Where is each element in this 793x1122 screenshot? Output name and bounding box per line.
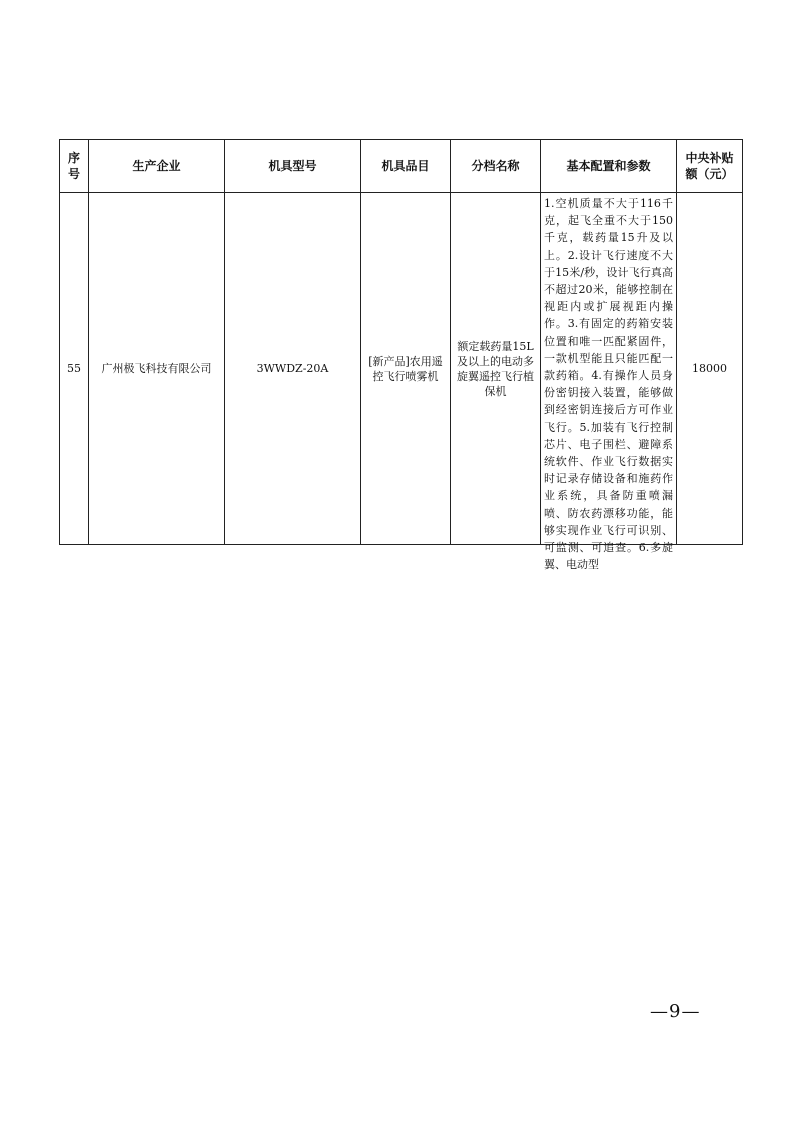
header-model: 机具型号 bbox=[225, 140, 361, 193]
page-number: —9— bbox=[650, 1001, 701, 1022]
header-config: 基本配置和参数 bbox=[541, 140, 677, 193]
cell-category: [新产品]农用遥控飞行喷雾机 bbox=[361, 193, 451, 545]
header-category: 机具品目 bbox=[361, 140, 451, 193]
table-row bbox=[60, 193, 743, 545]
cell-seq: 55 bbox=[60, 193, 89, 545]
cell-company: 广州极飞科技有限公司 bbox=[89, 193, 225, 545]
header-subsidy: 中央补贴额（元） bbox=[677, 140, 743, 193]
cell-tier: 额定载药量15L及以上的电动多旋翼遥控飞行植保机 bbox=[451, 193, 541, 545]
table-header-row bbox=[60, 140, 743, 193]
subsidy-table bbox=[59, 139, 743, 572]
cell-model: 3WWDZ-20A bbox=[225, 193, 361, 545]
header-tier: 分档名称 bbox=[451, 140, 541, 193]
config-text: 1.空机质量不大于116千克，起飞全重不大于150千克，载药量15升及以上。2.设计飞行速度不大于15米/秒，设计飞行真高不超过20米，能够控制在视距内或扩展视距内操作。3.有固定的药箱安装位置和唯一匹配紧固件，一款机型能且只能匹配一款药箱。4.有操作人员身份密钥接入装置，能够做到经密钥连接后方可作业飞行。5.加装有飞行控制芯片、电子围栏、避障系统软件、作业飞行数据实时记录存储设备和施药作业系统，具备防重喷漏喷、防农药漂移功能，能够实现作业飞行可识别、可监测、可追查。6.多旋翼、电动型 bbox=[544, 197, 673, 572]
header-company: 生产企业 bbox=[89, 140, 225, 193]
cell-subsidy: 18000 bbox=[677, 193, 743, 545]
cell-config bbox=[541, 193, 677, 572]
header-seq: 序号 bbox=[60, 140, 89, 193]
